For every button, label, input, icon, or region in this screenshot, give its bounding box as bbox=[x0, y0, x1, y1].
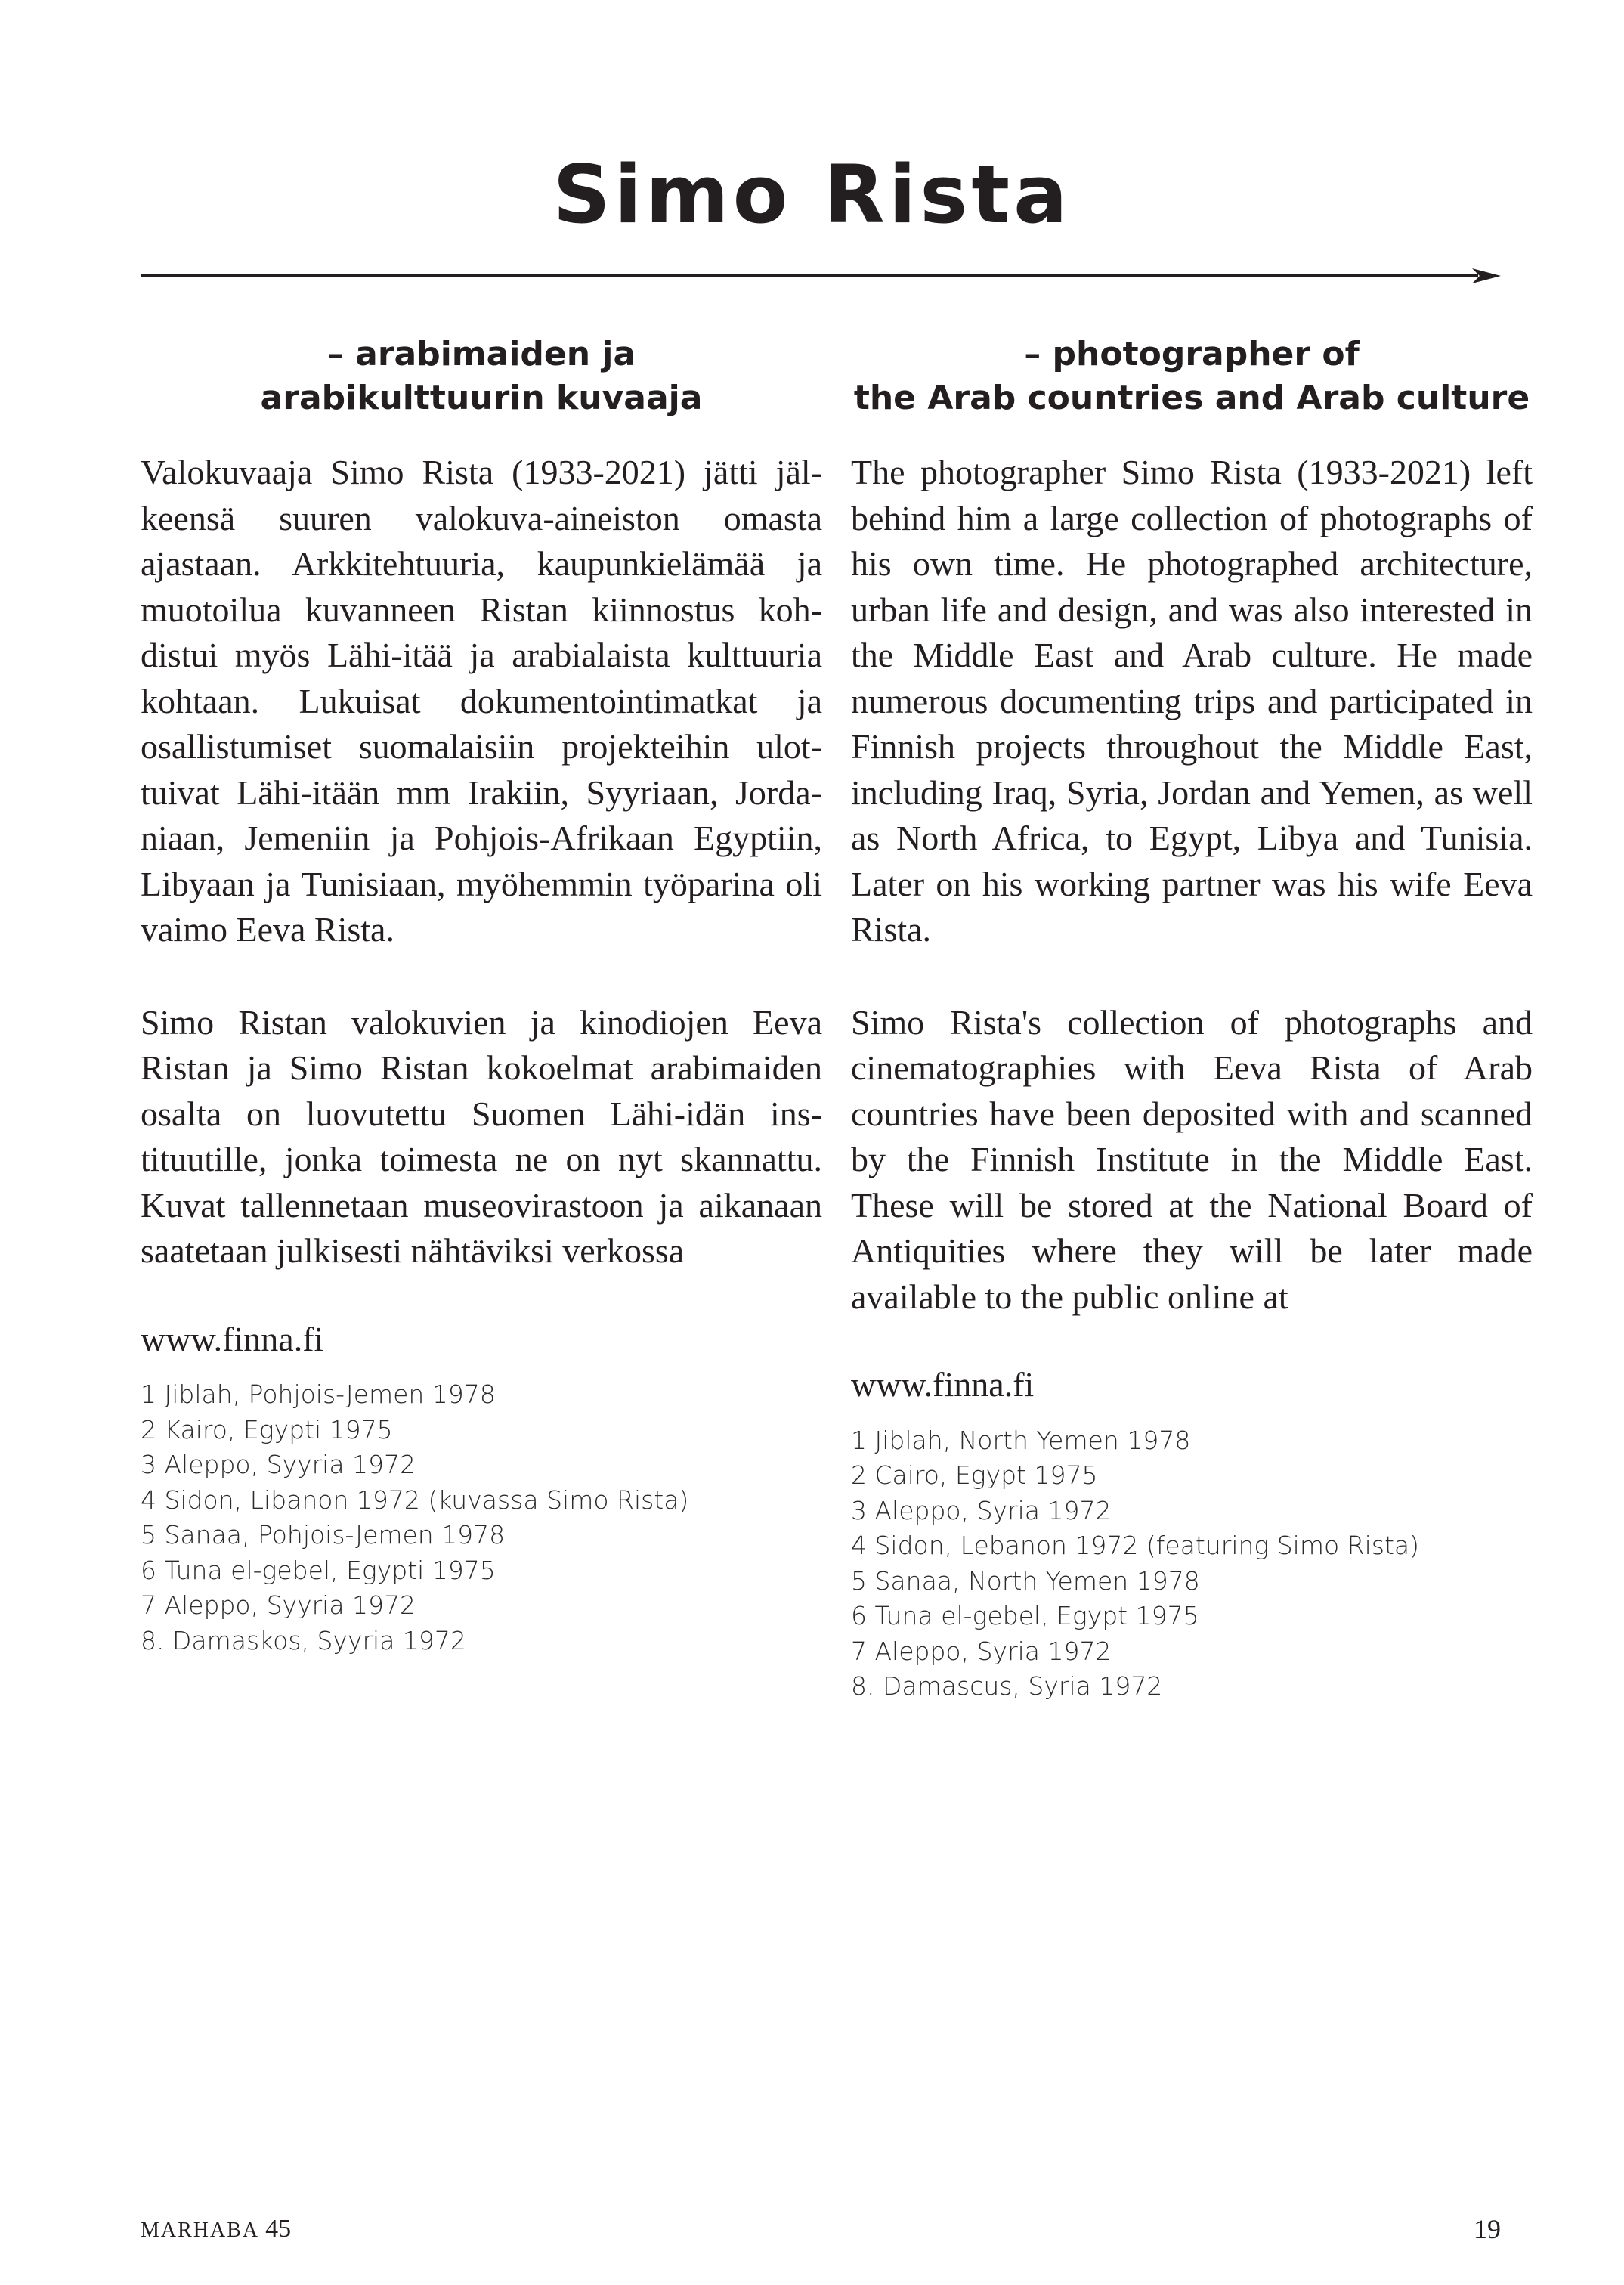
english-subtitle-line1: – photographer of bbox=[1024, 335, 1360, 373]
caption-item: 1 Jiblah, North Yemen 1978 bbox=[851, 1425, 1191, 1455]
finnish-paragraph-1: Valokuvaaja Simo Rista (1933-2021) jätti jälkeensä suuren valokuva-aineiston omasta ajastaan. Arkkitehtuuria, kaupunkielämää ja muotoilua kuvanneen Ristan kiinnostus kohdistui myös Lähi-itää ja arabialaista kulttuuria kohtaan. Lukuisat dokumentointimatkat ja osallistumiset suomalaisiin projekteihin ulottuivat Lähi-itään mm Irakiin, Syyriaan, Jordaniaan, Jemeniin ja Pohjois-Afrikaan Egyptiin, Libyaan ja Tunisiaan, myöhemmin työparina oli vaimo Eeva Rista. bbox=[141, 453, 822, 949]
caption-item: 5 Sanaa, Pohjois-Jemen 1978 bbox=[141, 1520, 506, 1550]
page-title: Simo Rista bbox=[552, 148, 1072, 241]
issue-number: 45 bbox=[265, 2215, 292, 2243]
caption-item: 8. Damascus, Syria 1972 bbox=[851, 1671, 1163, 1701]
caption-item: 6 Tuna el-gebel, Egypt 1975 bbox=[851, 1601, 1199, 1630]
finnish-subtitle bbox=[141, 333, 822, 450]
caption-item: 3 Aleppo, Syria 1972 bbox=[851, 1495, 1112, 1525]
finnish-url-link[interactable]: www.finna.fi bbox=[141, 1319, 324, 1358]
page-number: 19 bbox=[1474, 2214, 1501, 2244]
english-url-link[interactable]: www.finna.fi bbox=[851, 1365, 1035, 1404]
caption-item: 8. Damaskos, Syyria 1972 bbox=[141, 1625, 466, 1655]
caption-item: 7 Aleppo, Syria 1972 bbox=[851, 1636, 1112, 1666]
caption-item: 3 Aleppo, Syyria 1972 bbox=[141, 1450, 416, 1479]
caption-item: 1 Jiblah, Pohjois-Jemen 1978 bbox=[141, 1379, 496, 1409]
caption-item: 2 Cairo, Egypt 1975 bbox=[851, 1460, 1098, 1490]
caption-item: 2 Kairo, Egypti 1975 bbox=[141, 1414, 393, 1444]
magazine-name: MARHABA bbox=[141, 2218, 260, 2242]
finnish-caption-list bbox=[141, 1377, 822, 1658]
english-subtitle bbox=[851, 333, 1533, 450]
title-arrow-rule bbox=[141, 265, 1501, 287]
finnish-paragraph-2: Simo Ristan valokuvien ja kinodiojen Eeva Ristan ja Simo Ristan kokoelmat arabimaiden osalta on luovutettu Suomen Lähi-idän instituutille, jonka toimesta ne on nyt skannattu. Kuvat tallennetaan museovirastoon ja aikanaan saatetaan julkisesti nähtäviksi verkossa bbox=[141, 1002, 822, 1270]
english-subtitle-line2: the Arab countries and Arab culture bbox=[853, 379, 1530, 417]
finnish-subtitle-line2: arabikulttuurin kuvaaja bbox=[260, 379, 703, 417]
caption-item: 5 Sanaa, North Yemen 1978 bbox=[851, 1565, 1200, 1596]
english-caption-list bbox=[851, 1423, 1533, 1704]
caption-item: 6 Tuna el-gebel, Egypti 1975 bbox=[141, 1555, 496, 1585]
caption-item: 7 Aleppo, Syyria 1972 bbox=[141, 1590, 416, 1620]
footer-magazine bbox=[141, 2215, 291, 2243]
english-column bbox=[851, 333, 1533, 1704]
caption-item: 4 Sidon, Lebanon 1972 (featuring Simo Rista) bbox=[851, 1531, 1419, 1560]
finnish-subtitle-line1: – arabimaiden ja bbox=[326, 335, 636, 373]
english-paragraph-2: Simo Rista's collection of photographs and cinematographies with Eeva Rista of Arab countries have been deposited with and scanned by the Finnish Institute in the Middle East. These will be stored at the National Board of Antiquities where they will be later made available to the public online at bbox=[851, 1002, 1533, 1316]
caption-item: 4 Sidon, Libanon 1972 (kuvassa Simo Rista) bbox=[141, 1485, 689, 1515]
finnish-column bbox=[141, 333, 822, 1658]
english-paragraph-1: The photographer Simo Rista (1933-2021) left behind him a large collection of photographs of his own time. He photographed architecture, urban life and design, and was also interested in the Middle East and Arab culture. He made numerous documenting trips and participated in Finnish projects throughout the Middle East, including Iraq, Syria, Jordan and Yemen, as well as North Africa, to Egypt, Libya and Tunisia. Later on his working partner was his wife Eeva Rista. bbox=[851, 453, 1533, 949]
